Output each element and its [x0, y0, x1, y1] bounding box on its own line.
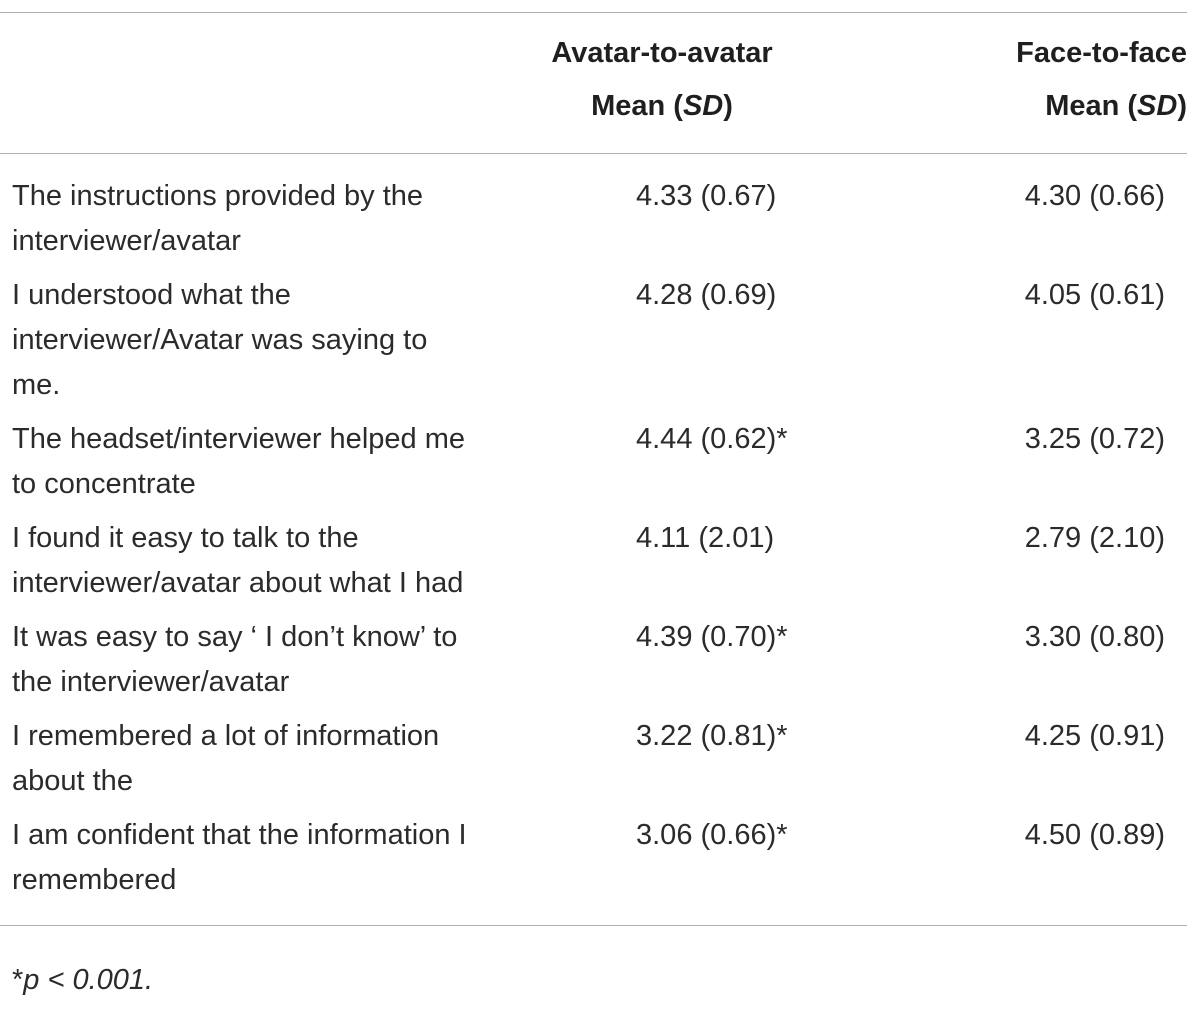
- table-footnote: [12, 964, 153, 997]
- header-face-title: Face-to-face: [1016, 37, 1187, 69]
- footnote-star: *: [12, 964, 24, 996]
- avatar-value: 4.33 (0.67): [636, 180, 777, 212]
- header-row: [0, 13, 1187, 154]
- avatar-value: 4.28 (0.69): [636, 279, 777, 311]
- table-row: [0, 264, 1187, 408]
- header-avatar-close-paren: ): [723, 90, 733, 122]
- row-label: The headset/interviewer helped me to concentrate: [12, 423, 465, 500]
- avatar-value: 4.11 (2.01): [636, 522, 775, 554]
- face-value: 4.25 (0.91): [1024, 720, 1165, 752]
- table-body: [0, 154, 1187, 926]
- row-label: The instructions provided by the interviewer/avatar: [12, 180, 424, 257]
- avatar-value: 3.06 (0.66)*: [636, 819, 788, 851]
- header-face-mean-label: Mean (: [1045, 90, 1138, 122]
- table-row: [0, 606, 1187, 705]
- avatar-value: 4.39 (0.70)*: [636, 621, 788, 653]
- header-avatar-subtitle: [520, 80, 804, 133]
- face-value: 4.50 (0.89): [1024, 819, 1165, 851]
- avatar-value: 3.22 (0.81)*: [636, 720, 788, 752]
- row-label: I found it easy to talk to the interviewer/avatar about what I had: [12, 522, 464, 599]
- header-avatar-mean-label: Mean (: [591, 90, 683, 122]
- table-header: [0, 13, 1187, 154]
- table-row: [0, 705, 1187, 804]
- avatar-value: 4.44 (0.62)*: [636, 423, 788, 455]
- face-value: 2.79 (2.10): [1024, 522, 1165, 554]
- table-row: [0, 154, 1187, 265]
- header-avatar-title: Avatar-to-avatar: [551, 37, 773, 69]
- face-value: 4.05 (0.61): [1024, 279, 1165, 311]
- footnote-text: p < 0.001.: [23, 964, 154, 996]
- face-value: 4.30 (0.66): [1024, 180, 1165, 212]
- table-row: [0, 507, 1187, 606]
- header-face-sd-label: SD: [1137, 90, 1178, 122]
- row-label: I remembered a lot of information about the: [12, 720, 440, 797]
- table-row: [0, 804, 1187, 926]
- header-item: [0, 13, 520, 154]
- header-face-close-paren: ): [1177, 90, 1187, 122]
- row-label: I am confident that the information I remembered: [12, 819, 467, 896]
- results-table: [0, 12, 1187, 926]
- row-label: It was easy to say ‘ I don’t know’ to the interviewer/avatar: [12, 621, 458, 698]
- header-avatar-to-avatar: [520, 13, 850, 154]
- header-face-subtitle: [850, 80, 1187, 133]
- results-table-container: [0, 12, 1187, 926]
- header-face-to-face: [850, 13, 1187, 154]
- header-avatar-sd-label: SD: [682, 90, 724, 122]
- face-value: 3.30 (0.80): [1024, 621, 1165, 653]
- row-label: I understood what the interviewer/Avatar was saying to me.: [12, 279, 428, 401]
- face-value: 3.25 (0.72): [1024, 423, 1165, 455]
- table-row: [0, 408, 1187, 507]
